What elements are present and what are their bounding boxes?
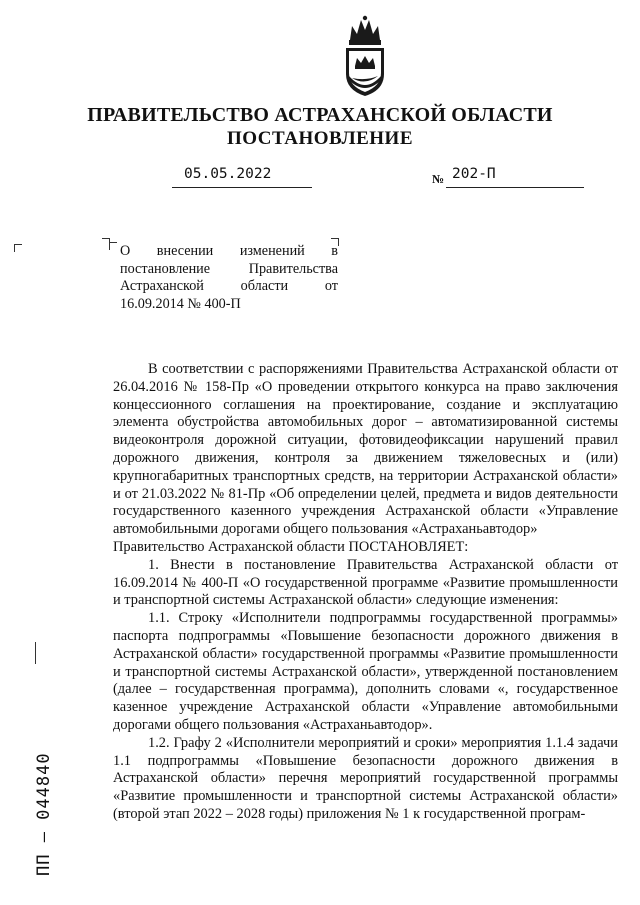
left-corner-mark — [14, 244, 22, 252]
paragraph-1: В соответствии с распоряжениями Правительства Астраханской области от 26.04.2016 № 158-Пр «О проведении открытого конкурса на право заключения концессионного соглашения на проектирование, создание и эксплуатацию элемента обустройства автомобильных дорог – автоматизированной системы видеоконтроля дорожной ситуации, фотовидеофиксации нарушений правил дорожного движения, контроля за движением тяжеловесных и (или) крупногабаритных транспортных средств, на территории Астраханской области» и от 21.03.2022 № 81-Пр «Об определении целей, предмета и видов деятельности государственного казенного учреждения Астраханской области «Управление автомобильными дорогами общего пользования «Астраханьавтодор» — [113, 361, 618, 538]
serial-number-block — [22, 738, 54, 888]
paragraph-5: 1.2. Графу 2 «Исполнители мероприятий и сроки» мероприятия 1.1.4 задачи 1.1 подпрограммы «Повышение безопасности дорожного движения в Астраханской области» перечня мероприятий государственной программы «Развитие промышленности и транспортной системы Астраханской области» (второй этап 2022 – 2028 годы) приложения № 1 к государственной програм- — [113, 734, 618, 822]
government-title: ПРАВИТЕЛЬСТВО АСТРАХАНСКОЙ ОБЛАСТИ — [87, 104, 553, 126]
paragraph-2: Правительство Астраханской области ПОСТАНОВЛЯЕТ: — [113, 538, 469, 555]
document-body — [113, 361, 618, 824]
subject-corner-left-mark-2 — [109, 242, 117, 250]
margin-rule — [35, 642, 36, 664]
coat-of-arms-icon — [340, 14, 390, 98]
document-date: 05.05.2022 — [172, 166, 312, 188]
document-number: 202-П — [446, 166, 584, 188]
document-kind: ПОСТАНОВЛЕНИЕ — [226, 128, 414, 149]
serial-number: ПП – 044840 — [34, 752, 54, 876]
number-sign: № — [432, 172, 445, 186]
document-subject: О внесении изменений в постановление Правительства Астраханской области от 16.09.2014 № 400-П — [120, 243, 338, 312]
paragraph-3: 1. Внести в постановление Правительства Астраханской области от 16.09.2014 № 400-П «О государственной программе «Развитие промышленности и транспортной системы Астраханской области» следующие изменения: — [113, 556, 618, 609]
paragraph-4: 1.1. Строку «Исполнители подпрограммы государственной программы» паспорта подпрограммы «Повышение безопасности дорожного движения в Астраханской области» государственной программы «Развитие промышленности и транспортной системы Астраханской области», утвержденной постановлением (далее – государственная программа), дополнить словами «, государственное казенное учреждение Астраханской области «Управление автомобильными дорогами общего пользования «Астраханьавтодор». — [113, 610, 618, 733]
